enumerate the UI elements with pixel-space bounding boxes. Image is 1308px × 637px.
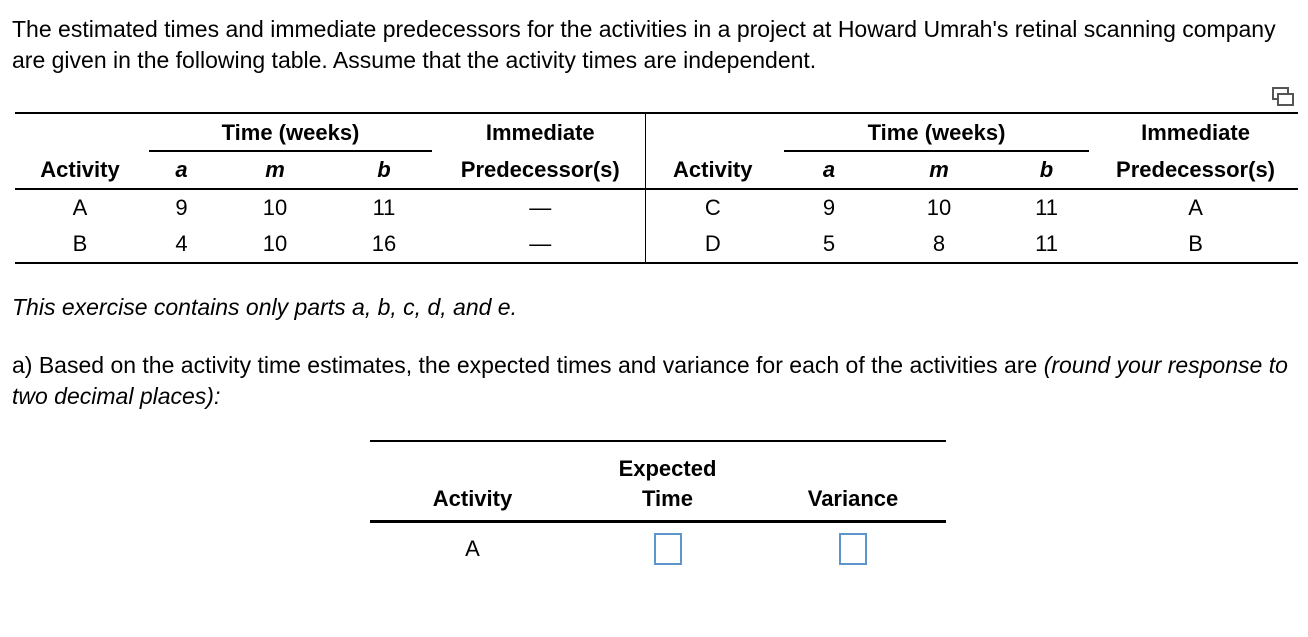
b-cell: 11 bbox=[1035, 231, 1058, 256]
activity-header-right: Activity bbox=[673, 156, 753, 182]
answer-header-row bbox=[370, 441, 946, 522]
part-a-question bbox=[12, 350, 1292, 412]
answer-activity-cell: A bbox=[465, 536, 480, 561]
activity-cell: C bbox=[704, 195, 721, 220]
answer-table bbox=[370, 440, 946, 575]
expected-header-line2: Time bbox=[642, 486, 693, 511]
m-cell: 8 bbox=[932, 231, 946, 256]
predecessor-header-right-2: Predecessor(s) bbox=[1116, 156, 1276, 182]
answer-activity-header: Activity bbox=[432, 486, 513, 511]
part-a-text: a) Based on the activity time estimates, the expected times and variance for each of the activities are bbox=[12, 352, 1044, 378]
predecessor-cell: B bbox=[1188, 231, 1203, 256]
activity-header-left: Activity bbox=[40, 156, 120, 182]
b-cell: 11 bbox=[1035, 195, 1058, 220]
col-m-header-left: m bbox=[265, 156, 285, 182]
a-cell: 5 bbox=[822, 231, 836, 256]
header-row-1 bbox=[15, 113, 1298, 151]
time-weeks-header-left: Time (weeks) bbox=[145, 113, 436, 151]
a-cell: 4 bbox=[175, 231, 188, 256]
answer-row bbox=[370, 522, 946, 576]
b-cell: 16 bbox=[371, 231, 397, 256]
col-m-header-right: m bbox=[929, 156, 949, 182]
exercise-note: This exercise contains only parts a, b, c, d, and e. bbox=[12, 294, 517, 320]
expected-time-header bbox=[575, 441, 760, 522]
activity-cell: B bbox=[72, 231, 88, 256]
header-row-2 bbox=[15, 151, 1298, 189]
col-a-header-right: a bbox=[822, 156, 836, 182]
expected-header-line1: Expected bbox=[618, 456, 717, 481]
activity-cell: A bbox=[72, 195, 88, 220]
predecessor-header-left-2: Predecessor(s) bbox=[436, 151, 645, 189]
variance-input-a[interactable] bbox=[839, 533, 867, 565]
b-cell: 11 bbox=[372, 195, 396, 220]
copy-icon[interactable] bbox=[1271, 86, 1295, 108]
col-b-header-right: b bbox=[1039, 156, 1054, 182]
variance-header: Variance bbox=[807, 486, 899, 511]
col-a-header-left: a bbox=[175, 156, 188, 182]
activity-data-table bbox=[15, 112, 1298, 264]
part-a-hint: (round your response to two decimal places): bbox=[12, 352, 1288, 409]
problem-intro: The estimated times and immediate predecessors for the activities in a project at Howard Umrah's retinal scanning company are given in the following table. Assume that the activity times are independent. bbox=[12, 16, 1276, 73]
expected-time-input-a[interactable] bbox=[654, 533, 682, 565]
time-weeks-header-right: Time (weeks) bbox=[780, 113, 1093, 151]
predecessor-cell: A bbox=[1188, 195, 1203, 220]
a-cell: 9 bbox=[175, 195, 188, 220]
table-row bbox=[15, 189, 1298, 226]
predecessor-header-right-1: Immediate bbox=[1141, 119, 1250, 145]
predecessor-cell: — bbox=[436, 189, 645, 226]
a-cell: 9 bbox=[822, 195, 836, 220]
table-row bbox=[15, 226, 1298, 263]
activity-cell: D bbox=[704, 231, 721, 256]
predecessor-cell: — bbox=[436, 226, 645, 263]
predecessor-header-left-1: Immediate bbox=[436, 113, 645, 151]
col-b-header-left: b bbox=[377, 156, 391, 182]
m-cell: 10 bbox=[262, 195, 288, 220]
m-cell: 10 bbox=[262, 231, 288, 256]
m-cell: 10 bbox=[926, 195, 952, 220]
